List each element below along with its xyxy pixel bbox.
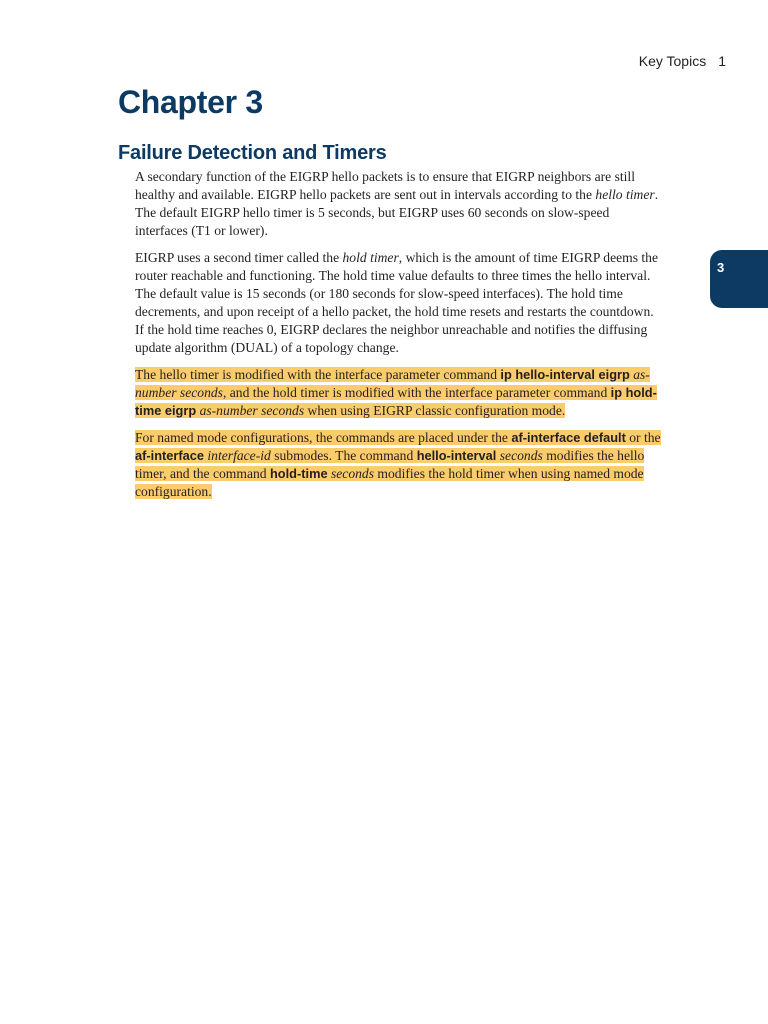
paragraph-hold-timer: EIGRP uses a second timer called the hold timer, which is the amount of time EIGRP deems the router reachable and functioning. The hold time value defaults to three times the hello interval. The default value is 15 seconds (or 180 seconds for slow-speed interfaces). The hold time decrements, and upon receipt of a hello packet, the hold time resets and restarts the countdown. If the hold time reaches 0, EIGRP declares the neighbor unreachable and notifies the diffusing update algorithm (DUAL) of a topology change. [135,250,659,355]
command-text: af-interface default [511,430,626,445]
page-number: 1 [718,53,726,69]
chapter-tab-label: 3 [717,260,725,275]
command-text: hold-time [269,466,328,481]
header-section-title: Key Topics [638,53,707,69]
highlighted-text: The hello timer is modified with the interface parameter command ip hello-interval eigrp as-number seconds, and the hold timer is modified with the interface parameter command ip hold-time eigrp as-number seconds when using EIGRP classic configuration mode. [135,367,657,418]
body-text [135,168,663,510]
chapter-tab [710,250,768,308]
paragraph-classic-commands [135,366,663,420]
paragraph-named-mode-commands [135,429,663,501]
paragraph-hello-timer: A secondary function of the EIGRP hello packets is to ensure that EIGRP neighbors are still healthy and available. EIGRP hello packets are sent out in intervals according to the hello timer. The default EIGRP hello timer is 5 seconds, but EIGRP uses 60 seconds on slow-speed interfaces (T1 or lower). [135,169,659,238]
running-header [639,53,726,69]
section-title: Failure Detection and Timers [118,142,387,164]
command-text: ip hold-time eigrp [135,385,657,418]
command-text: af-interface [135,448,204,463]
highlighted-text: For named mode configurations, the commands are placed under the af-interface default or the af-interface interface-id submodes. The command hello-interval seconds modifies the hello timer, and the command hold-time seconds modifies the hold timer when using named mode configuration. [135,430,661,499]
chapter-title: Chapter 3 [118,84,263,120]
command-text: hello-interval [416,448,497,463]
command-text: ip hello-interval eigrp [500,367,630,382]
